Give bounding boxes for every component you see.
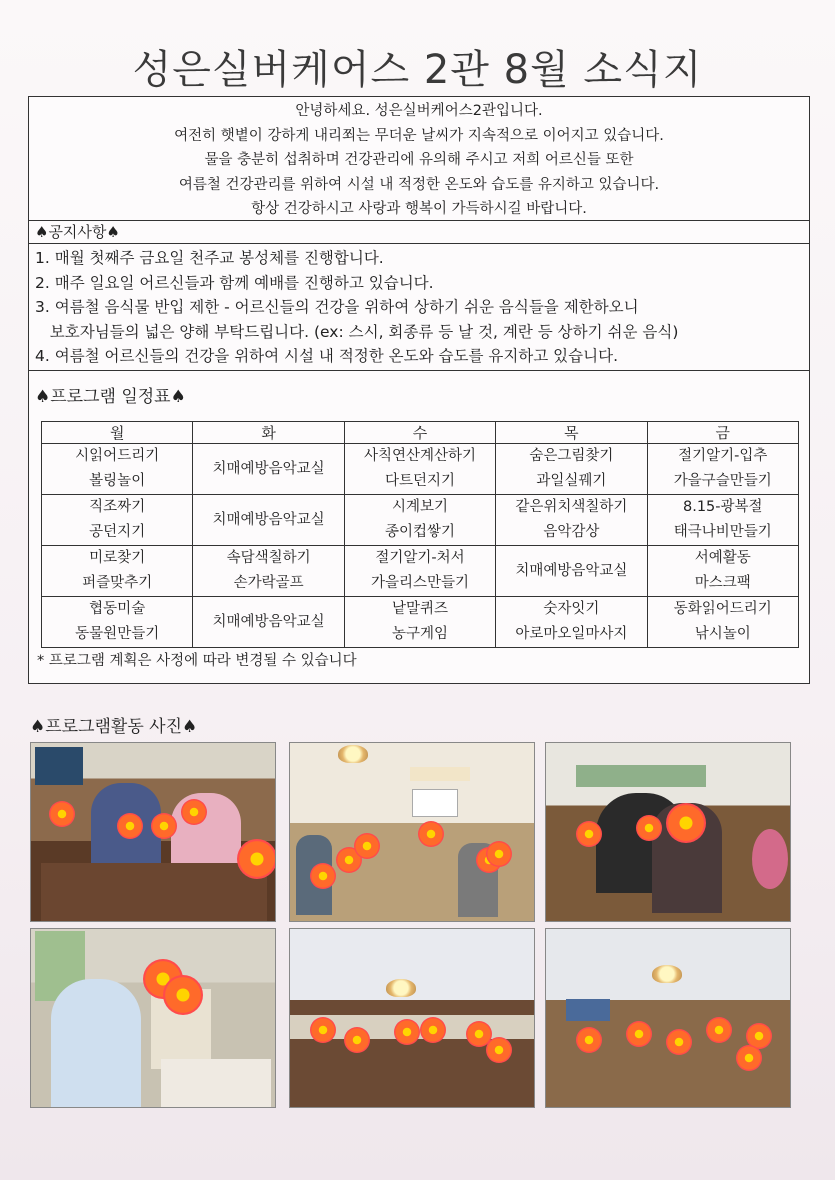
program-name: 직조짜기 [89, 499, 146, 515]
program-name: 서예활동 [694, 550, 751, 566]
program-name: 시계보기 [391, 499, 448, 515]
program-name: 미로찾기 [89, 550, 146, 566]
schedule-cell [42, 444, 193, 495]
photos-heading: ♠프로그램활동 사진♠ [30, 717, 198, 737]
program-name: 낱말퀴즈 [391, 601, 448, 617]
activity-photo [30, 742, 276, 922]
program-name: 같은위치색칠하기 [515, 499, 628, 515]
schedule-cell [193, 444, 344, 495]
greeting-line: 물을 충분히 섭취하며 건강관리에 유의해 주시고 저희 어르신들 또한 [204, 152, 634, 168]
schedule-cell [647, 495, 798, 546]
program-name: 치매예방음악교실 [515, 562, 628, 579]
schedule-cell [496, 444, 647, 495]
schedule-cell [496, 546, 647, 597]
day-header: 금 [647, 422, 798, 444]
schedule-row [42, 495, 799, 546]
schedule-cell [193, 597, 344, 648]
schedule-cell [496, 495, 647, 546]
program-name: 볼링놀이 [89, 473, 146, 489]
program-name: 동물원만들기 [75, 626, 160, 642]
day-header: 목 [496, 422, 647, 444]
program-name: 퍼즐맞추기 [82, 575, 153, 591]
schedule-cell [42, 495, 193, 546]
program-name: 음악감상 [543, 524, 600, 540]
program-name: 동화읽어드리기 [673, 601, 772, 617]
program-name: 치매예방음악교실 [212, 613, 325, 630]
program-name: 속담색칠하기 [226, 550, 311, 566]
schedule-cell [193, 495, 344, 546]
schedule-row [42, 597, 799, 648]
program-name: 가을구슬만들기 [673, 473, 772, 489]
photo-grid [30, 742, 794, 1112]
schedule-row [42, 546, 799, 597]
greeting-line: 항상 건강하시고 사랑과 행복이 가득하시길 바랍니다. [251, 201, 587, 217]
program-name: 숨은그림찾기 [529, 448, 614, 464]
schedule-cell [42, 597, 193, 648]
schedule-cell [193, 546, 344, 597]
day-header: 수 [344, 422, 495, 444]
schedule-cell [42, 546, 193, 597]
program-name: 다트던지기 [384, 473, 455, 489]
program-name: 손가락골프 [233, 575, 304, 591]
notice-item: 4. 여름철 어르신들의 건강을 위하여 시설 내 적정한 온도와 습도를 유지하고 있습니다. [35, 347, 618, 365]
notice-item: 3. 여름철 음식물 반입 제한 - 어르신들의 건강을 위하여 상하기 쉬운 음식들을 제한하오니 [35, 298, 639, 316]
schedule-cell [344, 546, 495, 597]
schedule-cell [344, 495, 495, 546]
program-name: 절기알기-입추 [678, 448, 768, 464]
program-name: 절기알기-처서 [375, 550, 465, 566]
program-name: 치매예방음악교실 [212, 460, 325, 477]
program-name: 농구게임 [391, 626, 448, 642]
program-name: 낚시놀이 [694, 626, 751, 642]
content-box [28, 96, 810, 684]
program-name: 과일실꿰기 [536, 473, 607, 489]
day-header: 월 [42, 422, 193, 444]
activity-photo [289, 928, 535, 1108]
schedule-cell [344, 597, 495, 648]
greeting-line: 여전히 햇볕이 강하게 내리쬐는 무더운 날씨가 지속적으로 이어지고 있습니다. [174, 127, 664, 144]
program-name: 가을리스만들기 [370, 575, 469, 591]
notice-item: 1. 매월 첫째주 금요일 천주교 봉성체를 진행합니다. [35, 249, 384, 267]
notice-heading: ♠공지사항♠ [29, 221, 809, 244]
program-name: 종이컵쌓기 [384, 524, 455, 540]
schedule-table [41, 421, 799, 648]
notice-list [35, 246, 805, 369]
activity-photo [289, 742, 535, 922]
notice-item: 2. 매주 일요일 어르신들과 함께 예배를 진행하고 있습니다. [35, 273, 434, 292]
program-name: 시읽어드리기 [75, 448, 160, 464]
greeting-section [29, 97, 809, 221]
day-header: 화 [193, 422, 344, 444]
notice-item: 보호자님들의 넓은 양해 부탁드립니다. (ex: 스시, 회종류 등 날 것, 계란 등 상하기 쉬운 음식) [35, 322, 679, 341]
section-divider [29, 370, 809, 371]
program-name: 숫자잇기 [543, 601, 600, 617]
schedule-note: * 프로그램 계획은 사정에 따라 변경될 수 있습니다 [37, 653, 357, 669]
program-name: 공던지기 [89, 524, 146, 540]
schedule-cell [647, 444, 798, 495]
program-name: 치매예방음악교실 [212, 511, 325, 528]
schedule-heading: ♠프로그램 일정표♠ [35, 387, 186, 407]
schedule-body [42, 444, 799, 648]
greeting-line: 안녕하세요. 성은실버케어스2관입니다. [295, 103, 543, 119]
program-name: 마스크팩 [694, 575, 751, 591]
activity-photo [30, 928, 276, 1108]
schedule-cell [344, 444, 495, 495]
program-name: 아로마오일마사지 [515, 626, 628, 642]
program-name: 8.15-광복절 [683, 499, 763, 515]
schedule-cell [647, 597, 798, 648]
schedule-cell [647, 546, 798, 597]
activity-photo [545, 742, 791, 922]
program-name: 태극나비만들기 [673, 524, 772, 540]
schedule-row [42, 444, 799, 495]
program-name: 협동미술 [89, 601, 146, 617]
greeting-line: 여름철 건강관리를 위하여 시설 내 적정한 온도와 습도를 유지하고 있습니다. [178, 176, 660, 193]
schedule-cell [496, 597, 647, 648]
newsletter-title: 성은실버케어스 2관 8월 소식지 [132, 47, 703, 93]
program-name: 사칙연산계산하기 [363, 448, 476, 464]
activity-photo [545, 928, 791, 1108]
